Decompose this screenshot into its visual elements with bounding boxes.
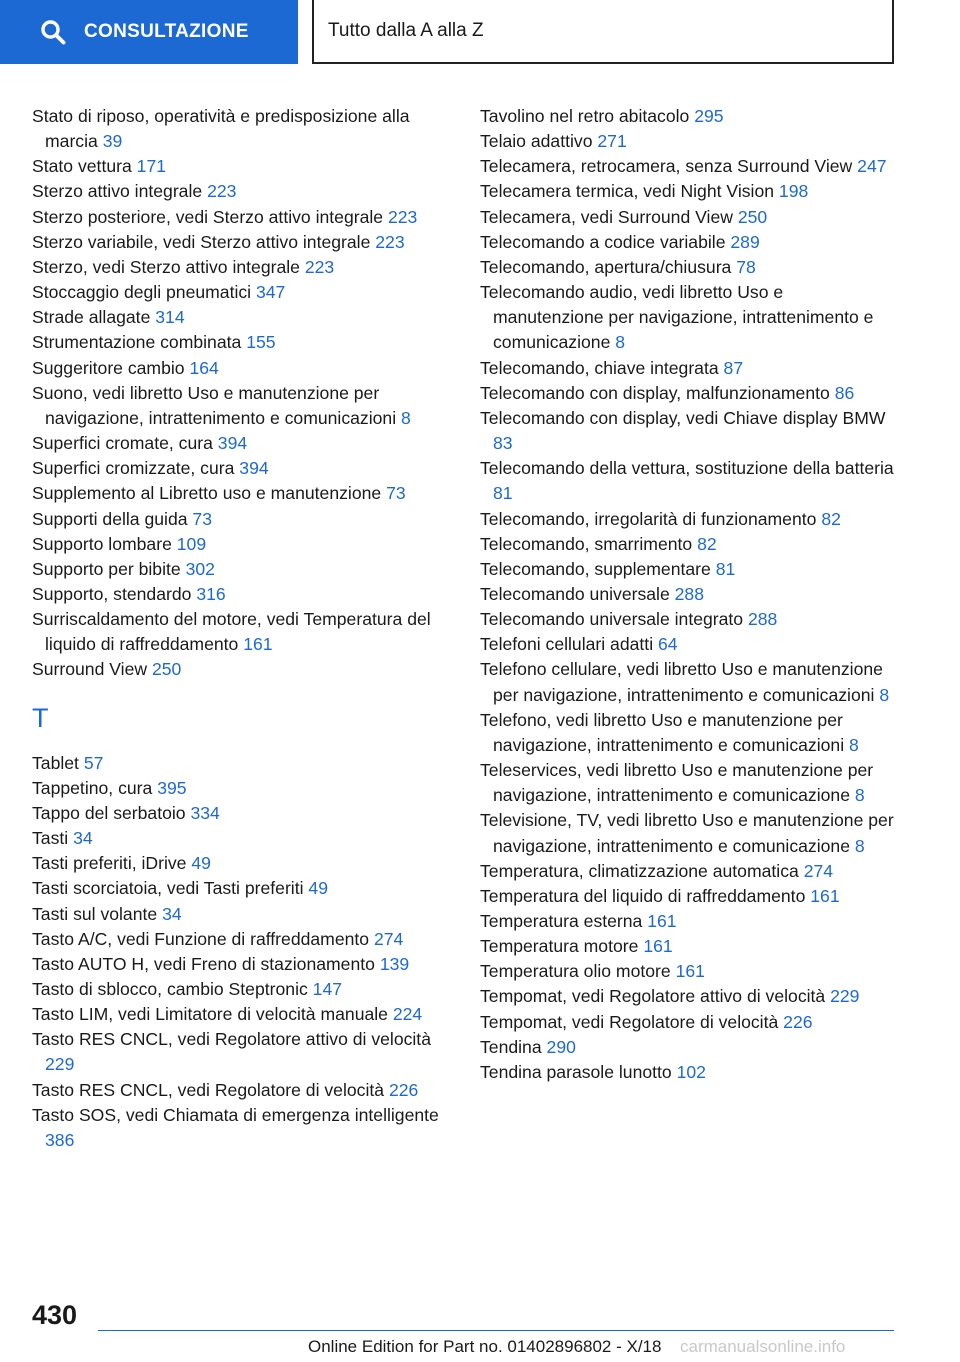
index-entry-text: Teleservices, vedi libretto Uso e manutenzione per navigazione, intrattenimento e comunicazione — [480, 760, 874, 806]
page-reference-link[interactable]: 34 — [73, 828, 93, 849]
index-entry-text: Suggeritore cambio — [32, 357, 185, 378]
index-entry — [480, 557, 895, 582]
page-reference-link[interactable]: 57 — [83, 752, 104, 773]
page-reference-link[interactable]: 102 — [676, 1061, 706, 1082]
index-entry-text: Sterzo posteriore, vedi Sterzo attivo integrale — [32, 206, 384, 227]
page-reference-link[interactable]: 250 — [737, 206, 768, 227]
index-entry — [480, 255, 895, 280]
index-entry-text: Televisione, TV, vedi libretto Uso e manutenzione per navigazione, intrattenimento e comunicazione — [480, 810, 894, 856]
index-entry-text: Supporti della guida — [32, 508, 188, 529]
index-entry-text: Tasti preferiti, iDrive — [32, 853, 187, 874]
index-entry — [32, 481, 447, 506]
page-reference-link[interactable]: 82 — [821, 508, 841, 529]
page-reference-link[interactable]: 161 — [643, 936, 673, 957]
page-reference-link[interactable]: 395 — [157, 777, 187, 798]
index-entry-text: Telecamera, retrocamera, senza Surround View — [480, 156, 853, 177]
page-reference-link[interactable]: 73 — [386, 483, 406, 504]
index-entry-text: Tavolino nel retro abitacolo — [480, 106, 690, 126]
page-reference-link[interactable]: 155 — [246, 332, 276, 353]
page-reference-link[interactable]: 274 — [373, 928, 404, 949]
index-entry — [32, 104, 447, 154]
tab-tutto-dalla-a-alla-z[interactable] — [312, 0, 894, 64]
page-reference-link[interactable]: 49 — [191, 853, 211, 874]
page-reference-link[interactable]: 8 — [879, 684, 890, 705]
page-reference-link[interactable]: 81 — [493, 483, 513, 504]
index-entry — [480, 959, 895, 984]
index-entry — [480, 984, 895, 1009]
tab-consultazione-label: CONSULTAZIONE — [84, 21, 249, 42]
page-reference-link[interactable]: 288 — [674, 583, 704, 604]
index-entry-text: Tasti scorciatoia, vedi Tasti preferiti — [32, 878, 304, 899]
index-entry — [32, 205, 447, 230]
index-entry — [480, 104, 895, 129]
index-entry-text: Tendina parasole lunotto — [480, 1061, 672, 1082]
index-entry — [32, 456, 447, 481]
index-entry-text: Temperatura olio motore — [480, 961, 671, 982]
index-entry — [32, 851, 447, 876]
index-entry — [32, 381, 447, 431]
tab-tutto-label: Tutto dalla A alla Z — [328, 20, 484, 41]
page-reference-link[interactable]: 8 — [854, 785, 865, 806]
index-entry-text: Telecomando con display, vedi Chiave display BMW — [480, 407, 886, 428]
index-entry — [480, 582, 895, 607]
page-number: 430 — [32, 1300, 78, 1330]
index-entry-text: Tappetino, cura — [32, 777, 153, 798]
index-entry — [32, 1103, 447, 1153]
index-entry-text: Supporto per bibite — [32, 558, 181, 579]
index-entry — [480, 884, 895, 909]
index-entry — [32, 507, 447, 532]
index-entry — [480, 532, 895, 557]
index-entry-text: Temperatura del liquido di raffreddamento — [480, 885, 806, 906]
index-entry — [32, 977, 447, 1002]
index-entry — [32, 179, 447, 204]
index-entry — [32, 1027, 447, 1077]
index-entry — [480, 708, 895, 758]
index-entry-text: Tasto RES CNCL, vedi Regolatore di velocità — [32, 1079, 385, 1100]
page-reference-link[interactable]: 39 — [102, 131, 123, 152]
index-entry-text: Telecomando con display, malfunzionamento — [480, 382, 830, 403]
index-entry-text: Supplemento al Libretto uso e manutenzione — [32, 483, 382, 504]
page-reference-link[interactable]: 198 — [778, 181, 809, 202]
index-entry-text: Tasto AUTO H, vedi Freno di stazionamento — [32, 953, 375, 974]
index-entry — [480, 406, 895, 456]
index-column-right — [480, 104, 895, 1085]
page-reference-link[interactable]: 139 — [379, 953, 410, 974]
page-reference-link[interactable]: 229 — [45, 1054, 75, 1075]
index-entry — [32, 952, 447, 977]
index-entry — [32, 876, 447, 901]
page-reference-link[interactable]: 295 — [694, 106, 724, 126]
index-entry — [32, 532, 447, 557]
index-entry-text: Tasti — [32, 828, 69, 849]
search-icon — [40, 19, 66, 45]
page-reference-link[interactable]: 250 — [151, 659, 182, 680]
index-entry — [32, 356, 447, 381]
index-entry-text: Telefono cellulare, vedi libretto Uso e manutenzione per navigazione, intrattenimento e comunicazioni — [480, 659, 883, 705]
index-entry — [32, 657, 447, 682]
index-entry-text: Tasto LIM, vedi Limitatore di velocità manuale — [32, 1004, 388, 1025]
index-entry — [32, 1078, 447, 1103]
index-entry — [32, 154, 447, 179]
index-entry-text: Telefono, vedi libretto Uso e manutenzione per navigazione, intrattenimento e comunicazioni — [480, 709, 845, 755]
index-entry — [480, 607, 895, 632]
index-entry-text: Telecomando a codice variabile — [480, 231, 726, 252]
index-entry-text: Sterzo, vedi Sterzo attivo integrale — [32, 256, 300, 277]
index-entry-text: Telecomando, chiave integrata — [480, 357, 719, 378]
index-entry-text: Stoccaggio degli pneumatici — [32, 282, 252, 303]
page-reference-link[interactable]: 8 — [615, 332, 626, 353]
index-entry-text: Tasto A/C, vedi Funzione di raffreddamento — [32, 928, 370, 949]
index-entry-text: Tasto di sblocco, cambio Steptronic — [32, 979, 308, 999]
page-reference-link[interactable]: 274 — [803, 860, 834, 881]
section-letter-t: T — [32, 702, 49, 733]
footer-divider — [98, 1330, 894, 1331]
page-reference-link[interactable]: 316 — [196, 583, 226, 604]
index-column-left — [32, 104, 447, 1153]
index-entry — [480, 632, 895, 657]
index-entry-text: Tempomat, vedi Regolatore di velocità — [480, 1011, 779, 1032]
index-entry — [32, 902, 447, 927]
index-entry-text: Tasto RES CNCL, vedi Regolatore attivo di velocità — [32, 1029, 431, 1050]
index-entry — [480, 381, 895, 406]
page-reference-link[interactable]: 147 — [312, 979, 343, 999]
index-entry-text: Stato di riposo, operatività e predisposizione alla marcia — [32, 106, 410, 152]
index-entry — [480, 758, 895, 808]
index-entry-text: Tasti sul volante — [32, 903, 158, 924]
index-entry-text: Superfici cromate, cura — [32, 433, 213, 454]
index-entry-text: Stato vettura — [32, 156, 132, 177]
index-entry — [480, 934, 895, 959]
index-entry — [32, 582, 447, 607]
page-reference-link[interactable]: 34 — [162, 903, 182, 924]
page-reference-link[interactable]: 171 — [136, 156, 167, 177]
index-entry-text: Telecomando universale — [480, 583, 670, 604]
page-reference-link[interactable]: 347 — [255, 282, 286, 303]
index-entry — [32, 330, 447, 355]
page-reference-link[interactable]: 226 — [783, 1011, 813, 1032]
index-entry-text: Suono, vedi libretto Uso e manutenzione per navigazione, intrattenimento e comunicazioni — [32, 382, 397, 428]
index-entry — [480, 230, 895, 255]
page-reference-link[interactable]: 161 — [810, 885, 840, 906]
index-entry-text: Telecomando audio, vedi libretto Uso e manutenzione per navigazione, intrattenimento e comunicazione — [480, 282, 874, 353]
index-entry — [32, 927, 447, 952]
index-list-s — [32, 104, 447, 683]
page-reference-link[interactable]: 302 — [185, 558, 215, 579]
page-reference-link[interactable]: 161 — [647, 911, 677, 931]
index-entry — [32, 305, 447, 330]
index-entry — [480, 507, 895, 532]
watermark: carmanualsonline.info — [680, 1337, 846, 1356]
page-reference-link[interactable]: 271 — [597, 131, 627, 152]
index-entry-text: Sterzo variabile, vedi Sterzo attivo integrale — [32, 231, 371, 252]
index-entry — [32, 280, 447, 305]
page-reference-link[interactable]: 394 — [217, 433, 248, 454]
index-entry — [32, 751, 447, 776]
index-entry-text: Sterzo attivo integrale — [32, 181, 203, 202]
index-entry-text: Strade allagate — [32, 307, 151, 328]
index-entry — [480, 859, 895, 884]
index-entry — [32, 255, 447, 280]
page-reference-link[interactable]: 386 — [45, 1129, 75, 1150]
index-entry — [480, 154, 895, 179]
page-reference-link[interactable]: 290 — [546, 1036, 576, 1057]
index-entry-text: Tendina — [480, 1036, 542, 1057]
page-reference-link[interactable]: 314 — [155, 307, 185, 328]
edition-note: Online Edition for Part no. 01402896802 - X/18 — [308, 1337, 662, 1356]
tab-consultazione[interactable] — [0, 0, 298, 64]
page-reference-link[interactable]: 161 — [243, 634, 273, 655]
header — [0, 0, 960, 66]
index-entry — [480, 909, 895, 934]
index-entry-text: Telecomando universale integrato — [480, 609, 744, 630]
page-reference-link[interactable]: 223 — [304, 256, 335, 277]
index-entry — [32, 607, 447, 657]
index-entry — [480, 657, 895, 707]
index-entry — [480, 1035, 895, 1060]
index-entry — [480, 456, 895, 506]
page-reference-link[interactable]: 73 — [192, 508, 212, 529]
page-reference-link[interactable]: 109 — [176, 533, 207, 554]
page-reference-link[interactable]: 289 — [730, 231, 760, 252]
index-entry-text: Strumentazione combinata — [32, 332, 242, 353]
index-entry-text: Superfici cromizzate, cura — [32, 458, 235, 479]
page-reference-link[interactable]: 64 — [658, 634, 678, 655]
index-entry-text: Telecomando, supplementare — [480, 558, 711, 579]
index-entry — [32, 431, 447, 456]
page-reference-link[interactable]: 288 — [747, 609, 778, 630]
index-entry — [32, 557, 447, 582]
index-entry-text: Tablet — [32, 752, 79, 773]
page-reference-link[interactable]: 83 — [493, 433, 513, 454]
index-entry-text: Telecomando, irregolarità di funzionamento — [480, 508, 817, 529]
page-reference-link[interactable]: 229 — [830, 986, 860, 1007]
index-entry — [480, 1010, 895, 1035]
page-reference-link[interactable]: 223 — [375, 231, 405, 252]
page-reference-link[interactable]: 224 — [392, 1004, 423, 1025]
index-entry-text: Telecomando, apertura/chiusura — [480, 256, 732, 277]
index-entry — [32, 776, 447, 801]
page-reference-link[interactable]: 223 — [387, 206, 418, 227]
page-reference-link[interactable]: 8 — [854, 835, 865, 856]
page-reference-link[interactable]: 87 — [723, 357, 744, 378]
index-entry-text: Telecomando della vettura, sostituzione della batteria — [480, 458, 894, 479]
index-entry — [480, 205, 895, 230]
index-entry-text: Surriscaldamento del motore, vedi Temperatura del liquido di raffreddamento — [32, 609, 431, 655]
page-reference-link[interactable]: 223 — [207, 181, 237, 202]
index-entry — [32, 230, 447, 255]
index-entry — [480, 179, 895, 204]
index-entry — [480, 1060, 895, 1085]
page-reference-link[interactable]: 161 — [675, 961, 705, 982]
index-entry-text: Telaio adattivo — [480, 131, 593, 152]
page-reference-link[interactable]: 81 — [715, 558, 736, 579]
index-entry — [480, 129, 895, 154]
index-list-t — [32, 751, 447, 1154]
page-reference-link[interactable]: 247 — [857, 156, 887, 177]
index-entry-text: Telecamera, vedi Surround View — [480, 206, 733, 227]
index-entry — [32, 801, 447, 826]
index-entry — [32, 826, 447, 851]
page-reference-link[interactable]: 334 — [190, 802, 220, 823]
index-entry — [32, 1002, 447, 1027]
index-entry — [480, 356, 895, 381]
index-entry-text: Temperatura, climatizzazione automatica — [480, 860, 799, 881]
page-reference-link[interactable]: 394 — [239, 458, 269, 479]
page-reference-link[interactable]: 86 — [834, 382, 855, 403]
index-entry-text: Telecomando, smarrimento — [480, 533, 693, 554]
index-entry-text: Telefoni cellulari adatti — [480, 634, 654, 655]
index-entry-text: Tempomat, vedi Regolatore attivo di velocità — [480, 986, 826, 1007]
page-reference-link[interactable]: 226 — [388, 1079, 419, 1100]
index-entry-text: Temperatura motore — [480, 936, 639, 957]
index-entry-text: Supporto, stendardo — [32, 583, 192, 604]
index-entry-text: Surround View — [32, 659, 148, 680]
index-entry-text: Temperatura esterna — [480, 911, 643, 931]
page-reference-link[interactable]: 82 — [697, 533, 717, 554]
page-reference-link[interactable]: 49 — [308, 878, 328, 899]
index-entry — [480, 808, 895, 858]
page-reference-link[interactable]: 164 — [189, 357, 219, 378]
page-reference-link[interactable]: 78 — [736, 256, 756, 277]
index-entry-text: Tappo del serbatoio — [32, 802, 186, 823]
page-reference-link[interactable]: 8 — [849, 734, 859, 755]
page-reference-link[interactable]: 8 — [401, 407, 411, 428]
index-entry-text: Tasto SOS, vedi Chiamata di emergenza intelligente — [32, 1104, 439, 1125]
index-entry-text: Supporto lombare — [32, 533, 172, 554]
index-entry — [480, 280, 895, 355]
index-list-t-continued — [480, 104, 895, 1085]
index-entry-text: Telecamera termica, vedi Night Vision — [480, 181, 775, 202]
